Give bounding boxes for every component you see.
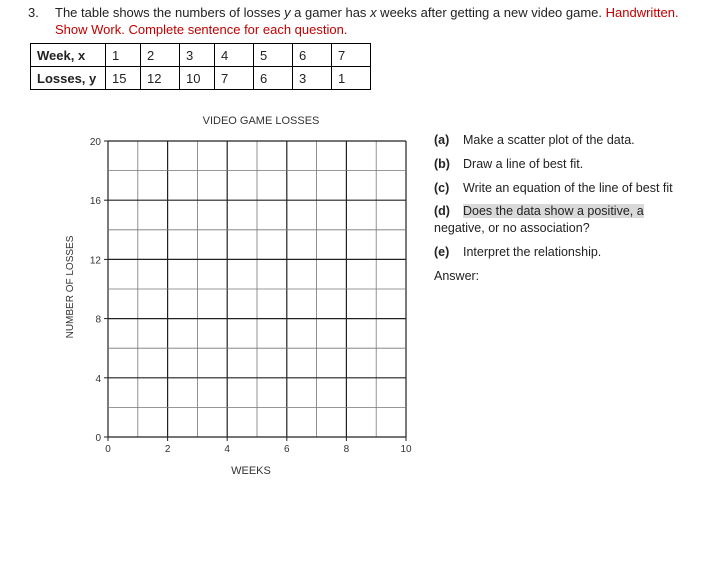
question-text: Write an equation of the line of best fit xyxy=(463,181,673,195)
grid-lines xyxy=(108,141,406,437)
question-text-continued: negative, or no association? xyxy=(434,221,590,235)
table-cell: 6 xyxy=(254,67,293,90)
table-cell: 3 xyxy=(180,44,215,67)
chart-title: VIDEO GAME LOSSES xyxy=(202,115,320,127)
question-e xyxy=(434,245,601,259)
x-tick-label: 10 xyxy=(400,444,412,455)
y-tick-label: 4 xyxy=(95,373,101,385)
y-axis-label: NUMBER OF LOSSES xyxy=(65,235,76,339)
table-cell: 7 xyxy=(215,67,254,90)
x-tick-label: 6 xyxy=(284,444,290,455)
problem-text-part: The table shows the numbers of losses xyxy=(55,5,285,20)
table-cell: 4 xyxy=(215,44,254,67)
row-label-week: Week, x xyxy=(31,44,106,67)
question-label: (a) xyxy=(434,133,450,147)
y-tick-label: 20 xyxy=(89,137,101,148)
x-tick-label: 4 xyxy=(224,444,230,455)
problem-number: 3. xyxy=(28,5,39,20)
question-label: (d) xyxy=(434,204,450,218)
table-cell: 7 xyxy=(332,44,371,67)
x-tick-label: 8 xyxy=(343,444,350,455)
table-cell: 3 xyxy=(293,67,332,90)
question-d xyxy=(434,204,644,218)
question-label: (b) xyxy=(434,157,450,171)
instruction-show-work: Show Work. Complete sentence for each question. xyxy=(55,22,348,37)
question-a xyxy=(434,133,635,147)
y-tick-label: 8 xyxy=(95,314,101,326)
table-cell: 1 xyxy=(106,44,141,67)
table-cell: 2 xyxy=(141,44,180,67)
table-cell: 5 xyxy=(254,44,293,67)
question-label: (e) xyxy=(434,245,450,259)
variable-x: x xyxy=(370,5,377,20)
problem-text-part: a gamer has xyxy=(290,5,371,20)
y-tick-label: 16 xyxy=(89,196,101,208)
question-b xyxy=(434,157,583,171)
question-text: Draw a line of best fit. xyxy=(463,157,584,171)
problem-text-part: weeks after getting a new video game. xyxy=(376,5,606,20)
question-text: Make a scatter plot of the data. xyxy=(463,133,635,147)
instruction-handwritten: Handwritten. xyxy=(605,5,679,20)
table-cell: 12 xyxy=(141,67,180,90)
x-tick-label: 2 xyxy=(164,444,171,455)
row-label-losses: Losses, y xyxy=(31,67,106,90)
question-c xyxy=(434,181,673,195)
answer-label: Answer: xyxy=(434,269,480,283)
table-cell: 10 xyxy=(180,67,215,90)
table-cell: 6 xyxy=(293,44,332,67)
question-d-continued xyxy=(434,221,590,235)
question-text: Interpret the relationship. xyxy=(463,245,602,259)
variable-y: y xyxy=(284,5,291,20)
table-cell: 1 xyxy=(332,67,371,90)
x-tick-label: 0 xyxy=(105,444,111,455)
y-tick-label: 0 xyxy=(95,433,101,444)
question-text: Does the data show a positive, a xyxy=(463,204,644,218)
x-axis-label: WEEKS xyxy=(231,465,271,477)
question-label: (c) xyxy=(434,181,450,195)
y-tick-label: 12 xyxy=(89,255,101,267)
table-cell: 15 xyxy=(106,67,141,90)
